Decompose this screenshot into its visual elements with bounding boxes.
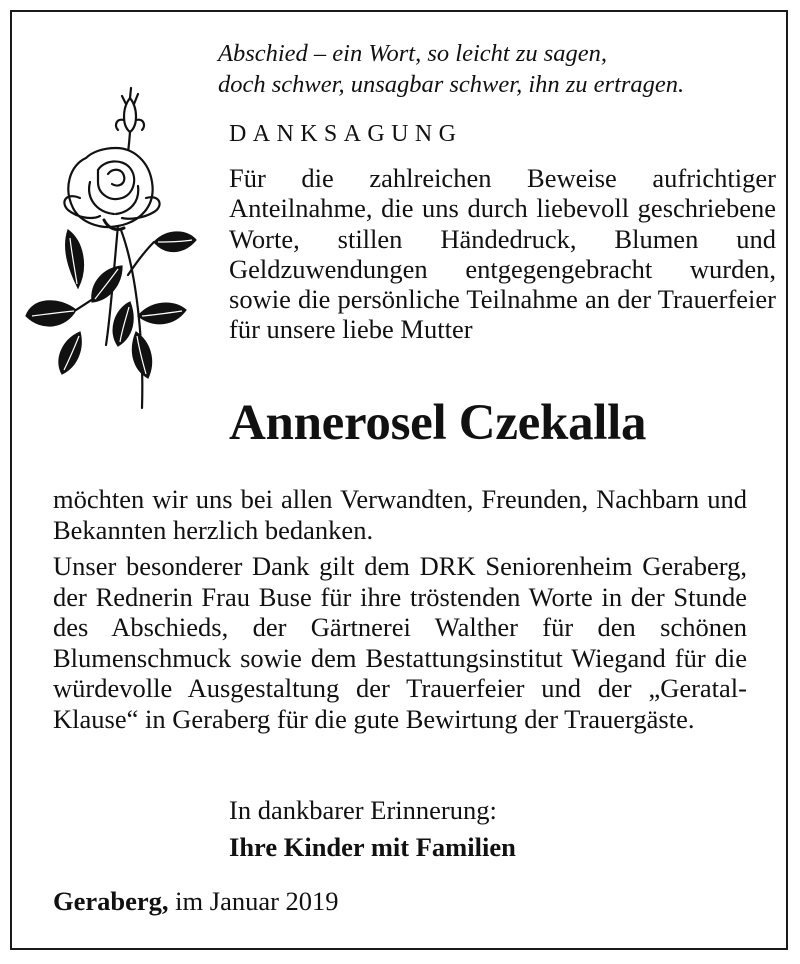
rose-icon (18, 70, 203, 415)
thanks-paragraph: möchten wir uns bei allen Verwandten, Freunden, Nachbarn und Bekannten herzlich bedanken. (53, 484, 747, 545)
place: Geraberg, (53, 886, 169, 916)
motto-line-1: Abschied – ein Wort, so leicht zu sagen, (218, 40, 608, 67)
date: im Januar 2019 (175, 886, 339, 916)
closing-line: In dankbarer Erinnerung: (229, 795, 497, 825)
signers: Ihre Kinder mit Familien (229, 832, 516, 862)
place-date-line (53, 886, 339, 916)
heading-danksagung: DANKSAGUNG (229, 121, 463, 147)
motto (218, 38, 758, 100)
intro-paragraph: Für die zahlreichen Beweise aufrichtiger Anteilnahme, die uns durch liebevoll geschriebene Worte, stillen Händedruck, Blumen und Geldzuwendungen entgegengebracht wurden, sowie die persönliche Teilnahme an der Trauerfeier für unsere liebe Mutter (229, 163, 776, 345)
motto-line-2: doch schwer, unsagbar schwer, ihn zu ertragen. (218, 71, 685, 98)
special-thanks-paragraph: Unser besonderer Dank gilt dem DRK Seniorenheim Geraberg, der Rednerin Frau Buse für ihre tröstenden Worte in der Stunde des Abschieds, der Gärtnerei Walther für den schönen Blumenschmuck sowie dem Bestattungsinstitut Wiegand für die würdevolle Ausgestaltung der Trauerfeier und der „Geratal-Klause“ in Geraberg für die gute Bewirtung der Trauergäste. (53, 551, 747, 734)
deceased-name: Annerosel Czekalla (229, 395, 647, 451)
